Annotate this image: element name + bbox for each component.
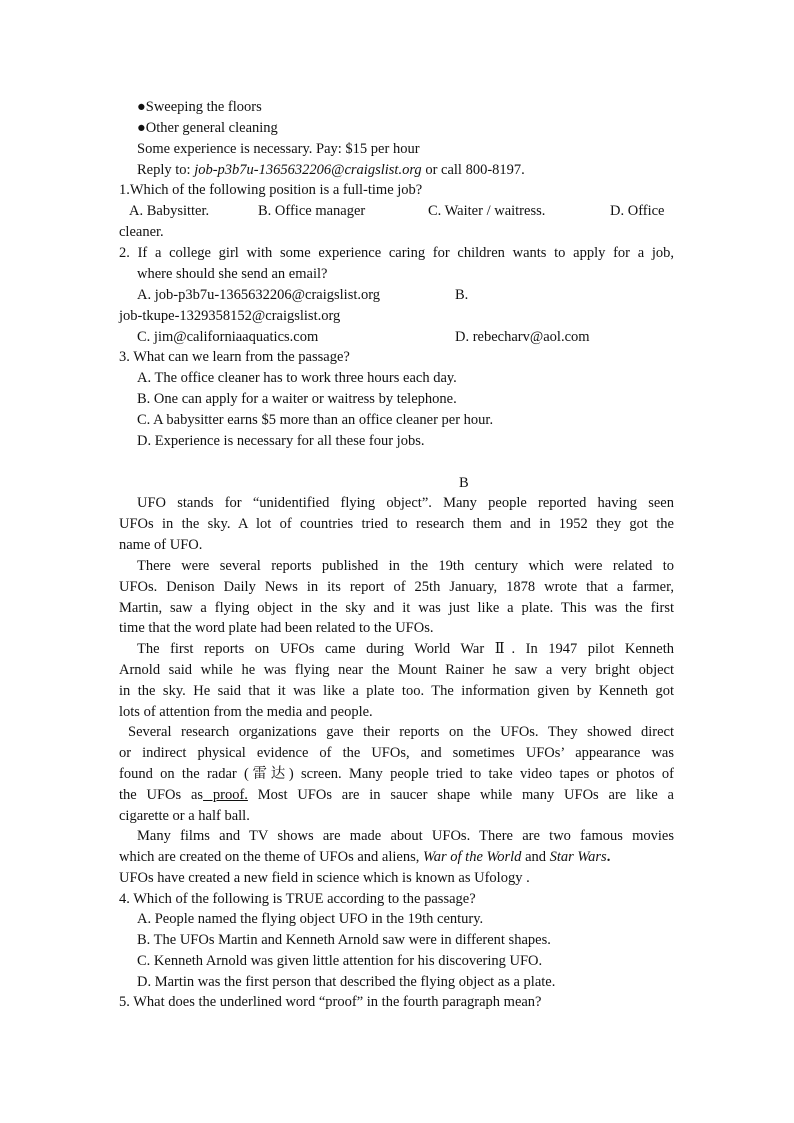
p3-line3: in the sky. He said that it was like a plate too. The information given by Kenneth got [119, 683, 674, 699]
q4-option-c: C. Kenneth Arnold was given little attention for his discovering UFO. [137, 953, 543, 969]
bullet-cleaning: ●Other general cleaning [137, 120, 278, 136]
p2-line2: UFOs. Denison Daily News in its report of 25th January, 1878 wrote that a farmer, [119, 579, 674, 595]
q4-option-a: A. People named the flying object UFO in the 19th century. [137, 911, 484, 927]
q3-option-c: C. A babysitter earns $5 more than an office cleaner per hour. [137, 412, 494, 428]
p4-line5: cigarette or a half ball. [119, 808, 250, 824]
q2-stem-line2: where should she send an email? [137, 266, 328, 282]
bullet-sweeping: ●Sweeping the floors [137, 99, 262, 115]
p2-line1: There were several reports published in the 19th century which were related to [137, 558, 674, 574]
p4-line1: Several research organizations gave their reports on the UFOs. They showed direct [128, 724, 674, 740]
p5-line1: Many films and TV shows are made about UFOs. There are two famous movies [137, 828, 674, 844]
p1-line2: UFOs in the sky. A lot of countries tried to research them and in 1952 they got the [119, 516, 674, 532]
q3-option-a: A. The office cleaner has to work three hours each day. [137, 370, 457, 386]
q4-stem: 4. Which of the following is TRUE according to the passage? [119, 891, 476, 907]
p1-line3: name of UFO. [119, 537, 203, 553]
q3-option-d: D. Experience is necessary for all these four jobs. [137, 433, 425, 449]
q1-option-c: C. Waiter / waitress. [428, 203, 546, 219]
p5-line2 [119, 847, 610, 867]
reply-email: job-p3b7u-1365632206@craigslist.org [194, 162, 422, 178]
q1-option-a: A. Babysitter. [129, 203, 210, 219]
q5-stem: 5. What does the underlined word “proof” in the fourth paragraph mean? [119, 994, 542, 1010]
q4-option-b: B. The UFOs Martin and Kenneth Arnold saw were in different shapes. [137, 932, 551, 948]
q3-stem: 3. What can we learn from the passage? [119, 349, 350, 365]
q1-option-b: B. Office manager [258, 203, 366, 219]
q1-option-d-cont: cleaner. [119, 224, 164, 240]
p5-period: . [606, 849, 611, 865]
p3-line2: Arnold said while he was flying near the Mount Rainer he saw a very bright object [119, 662, 674, 678]
q2-option-d: D. rebecharv@aol.com [455, 329, 590, 345]
underlined-proof: proof. [203, 787, 248, 803]
q2-option-b: B. [455, 287, 469, 303]
q1-stem: 1.Which of the following position is a full-time job? [119, 182, 423, 198]
reply-prefix: Reply to: [137, 162, 195, 178]
p2-line3: Martin, saw a flying object in the sky and it was just like a plate. This was the first [119, 600, 674, 616]
p1-line1: UFO stands for “unidentified flying object”. Many people reported having seen [137, 495, 674, 511]
p4-line4-pre: the UFOs as [119, 787, 204, 803]
movie-title-2: Star Wars [549, 849, 607, 865]
p4-line4 [119, 785, 674, 805]
q2-option-c: C. jim@californiaaquatics.com [137, 329, 319, 345]
p4-line2: or indirect physical evidence of the UFOs, and sometimes UFOs’ appearance was [119, 745, 674, 761]
p4-line4-post: Most UFOs are in saucer shape while many UFOs are like a [247, 787, 674, 803]
p3-line1: The first reports on UFOs came during World War Ⅱ. In 1947 pilot Kenneth [137, 641, 674, 657]
p5-line2-pre: which are created on the theme of UFOs and aliens, [119, 849, 423, 865]
q4-option-d: D. Martin was the first person that described the flying object as a plate. [137, 974, 556, 990]
experience-pay: Some experience is necessary. Pay: $15 per hour [137, 141, 420, 157]
section-b-heading: B [459, 475, 469, 491]
p4-line3: found on the radar (雷达) screen. Many people tried to take video tapes or photos of [119, 766, 674, 782]
p5-line3: UFOs have created a new field in science which is known as Ufology . [119, 870, 530, 886]
reply-line [137, 160, 525, 180]
p3-line4: lots of attention from the media and people. [119, 704, 373, 720]
q1-option-d: D. Office [610, 203, 665, 219]
q3-option-b: B. One can apply for a waiter or waitress by telephone. [137, 391, 457, 407]
movie-title-1: War of the World [423, 849, 522, 865]
q2-stem-line1: 2. If a college girl with some experience caring for children wants to apply for a job, [119, 245, 674, 261]
q2-option-b-cont: job-tkupe-1329358152@craigslist.org [119, 308, 341, 324]
p5-and: and [521, 849, 550, 865]
p2-line4: time that the word plate had been related to the UFOs. [119, 620, 434, 636]
reply-suffix: or call 800-8197. [421, 162, 525, 178]
q2-option-a: A. job-p3b7u-1365632206@craigslist.org [137, 287, 381, 303]
